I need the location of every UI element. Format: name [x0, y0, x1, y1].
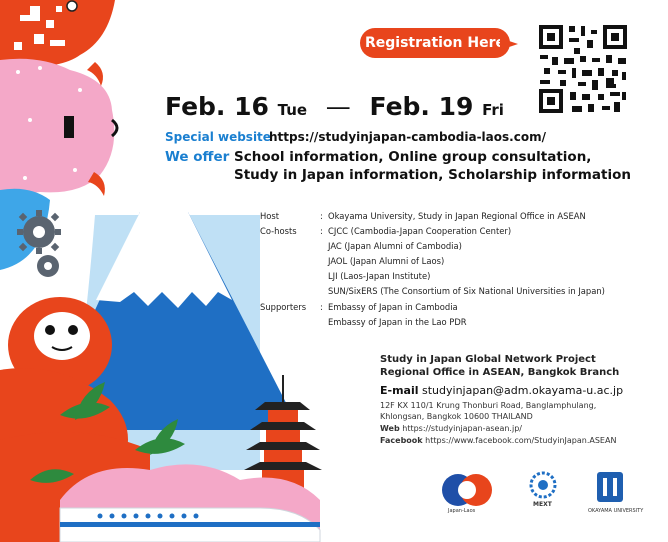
email-label: E-mail: [380, 384, 419, 397]
host-label: Host: [260, 211, 280, 221]
cohosts-separator: :: [320, 226, 323, 236]
cohost-item: JAOL (Japan Alumni of Laos): [328, 256, 445, 266]
facebook-link[interactable]: https://www.facebook.com/StudyinJapan.ASEAN: [425, 436, 617, 445]
email-row: [380, 384, 623, 397]
anniversary-logo: [442, 474, 492, 506]
facebook-row: [380, 436, 616, 446]
mext-logo: [531, 473, 555, 497]
cohost-item: JAC (Japan Alumni of Cambodia): [328, 241, 462, 251]
start-day: Tue: [277, 101, 308, 119]
web-link[interactable]: https://studyinjapan-asean.jp/: [402, 424, 522, 433]
email-link[interactable]: studyinjapan@adm.okayama-u.ac.jp: [422, 384, 624, 397]
offer-line-1: School information, Online group consultation,: [234, 149, 592, 165]
address-line-1: 12F KX 110/1 Krung Thonburi Road, Banglamphulang,: [380, 401, 597, 410]
cohost-item: LJI (Laos-Japan Institute): [328, 271, 431, 281]
pink-cloud-shape: [0, 59, 114, 193]
offer-label: We offer: [165, 149, 230, 165]
bullet-train-icon: [60, 508, 320, 542]
anniversary-caption: Japan-Laos: [448, 508, 476, 514]
host-value: Okayama University, Study in Japan Regional Office in ASEAN: [328, 211, 586, 221]
website-label: Special website: [165, 130, 271, 144]
okayama-logo: [597, 472, 623, 502]
start-date: Feb. 16: [165, 92, 269, 121]
website-link[interactable]: https://studyinjapan-cambodia-laos.com/: [269, 130, 546, 144]
cohost-item: SUN/SixERS (The Consortium of Six National Universities in Japan): [328, 286, 605, 296]
supporter-item: Embassy of Japan in the Lao PDR: [328, 317, 467, 327]
web-label: Web: [380, 424, 400, 433]
date-separator: —: [325, 92, 351, 121]
web-row: [380, 424, 522, 434]
event-dates: [165, 92, 504, 121]
qr-code-icon: [536, 22, 630, 116]
end-day: Fri: [482, 101, 504, 119]
contact-title-2: Regional Office in ASEAN, Bangkok Branch: [380, 367, 620, 378]
address-line-2: Khlongsan, Bangkok 10600 THAILAND: [380, 412, 533, 421]
offer-line-2: Study in Japan information, Scholarship information: [234, 167, 631, 183]
cohost-item: CJCC (Cambodia-Japan Cooperation Center): [328, 226, 512, 236]
facebook-label: Facebook: [380, 436, 423, 445]
supporters-label: Supporters: [260, 302, 307, 312]
end-date: Feb. 19: [369, 92, 474, 121]
registration-button-tail: [500, 38, 518, 50]
mext-caption: MEXT: [533, 501, 552, 508]
supporter-item: Embassy of Japan in Cambodia: [328, 302, 458, 312]
supporters-separator: :: [320, 302, 323, 312]
registration-button[interactable]: Registration Here: [360, 28, 510, 58]
okayama-caption: OKAYAMA UNIVERSITY: [588, 508, 644, 514]
host-separator: :: [320, 211, 323, 221]
contact-title-1: Study in Japan Global Network Project: [380, 354, 596, 365]
cohosts-label: Co-hosts: [260, 226, 297, 236]
